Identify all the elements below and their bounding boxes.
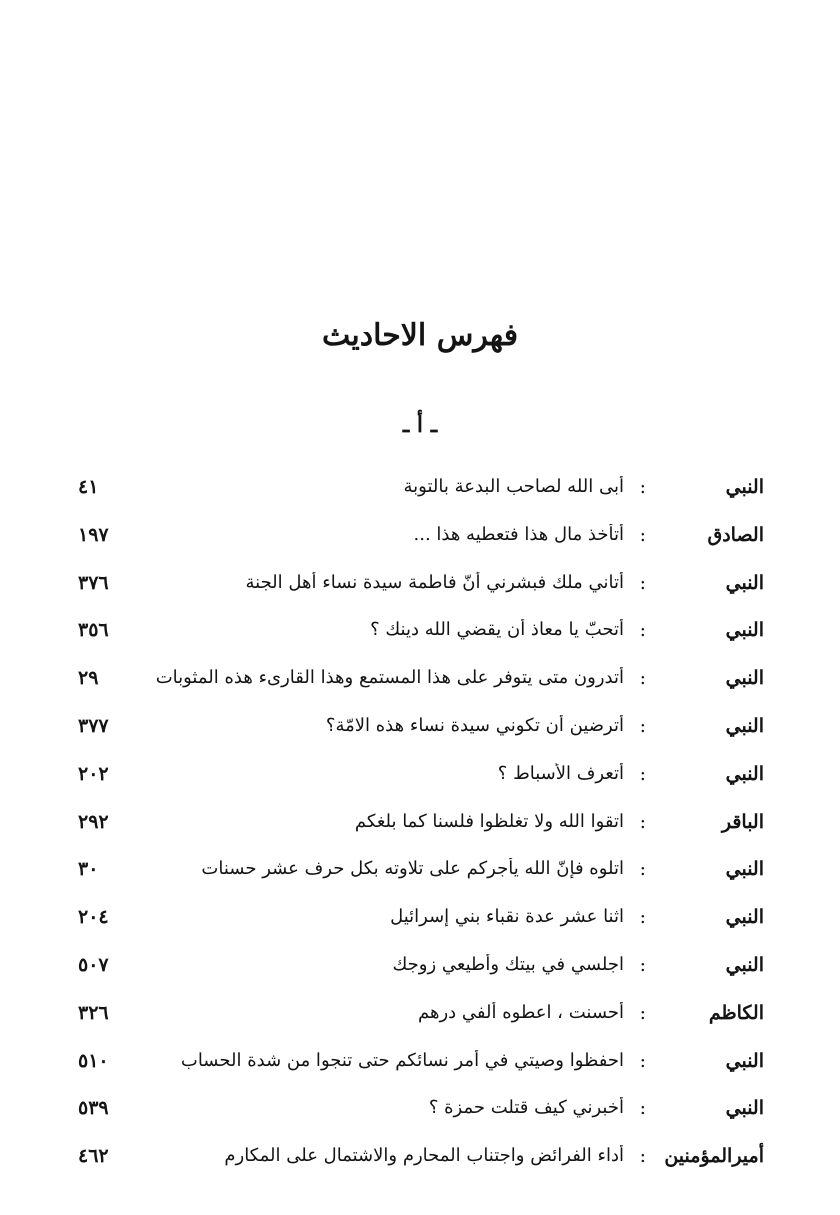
entry-narrator: النبي xyxy=(725,714,764,737)
entry-separator: : xyxy=(639,714,646,737)
entry-hadith-text: اثنا عشر عدة نقباء بني إسرائيل xyxy=(390,906,624,928)
index-entry xyxy=(78,852,764,900)
index-entry xyxy=(78,566,764,614)
index-entry xyxy=(78,613,764,661)
entry-page-number: ٣٧٧ xyxy=(78,714,109,737)
hadith-index-list xyxy=(78,470,764,1187)
entry-separator: : xyxy=(639,762,646,785)
entry-page-number: ٥١٠ xyxy=(78,1049,109,1072)
index-entry xyxy=(78,1139,764,1187)
entry-hadith-text: احفظوا وصيتي في أمر نسائكم حتى تنجوا من شدة الحساب xyxy=(180,1049,624,1071)
entry-narrator: الصادق xyxy=(707,523,764,546)
index-entry xyxy=(78,661,764,709)
entry-narrator: النبي xyxy=(725,571,764,594)
index-entry xyxy=(78,996,764,1044)
entry-page-number: ٣٢٦ xyxy=(78,1001,109,1024)
entry-hadith-text: أترضين أن تكوني سيدة نساء هذه الامّة؟ xyxy=(325,714,624,736)
index-entry xyxy=(78,1044,764,1092)
entry-narrator: الباقر xyxy=(721,810,764,833)
entry-narrator: النبي xyxy=(725,667,764,690)
page-title: فهرس الاحاديث xyxy=(321,318,519,353)
entry-narrator: النبي xyxy=(725,906,764,929)
entry-narrator: النبي xyxy=(725,619,764,642)
entry-separator: : xyxy=(639,619,646,642)
entry-page-number: ٥٠٧ xyxy=(78,953,109,976)
index-entry xyxy=(78,900,764,948)
entry-separator: : xyxy=(639,1001,646,1024)
entry-narrator: النبي xyxy=(725,762,764,785)
entry-separator: : xyxy=(639,523,646,546)
entry-page-number: ٢٩٢ xyxy=(78,810,109,833)
entry-narrator: النبي xyxy=(725,1097,764,1120)
entry-narrator: النبي xyxy=(725,1049,764,1072)
entry-page-number: ٢٩ xyxy=(78,667,99,690)
entry-hadith-text: أتعرف الأسباط ؟ xyxy=(497,762,624,784)
entry-separator: : xyxy=(639,953,646,976)
entry-narrator: النبي xyxy=(725,476,764,498)
entry-hadith-text: أتدرون متى يتوفر على هذا المستمع وهذا القارىء هذه المثوبات xyxy=(155,667,624,689)
entry-hadith-text: أتاني ملك فبشرني أنّ فاطمة سيدة نساء أهل الجنة xyxy=(245,571,624,593)
entry-hadith-text: أبى الله لصاحب البدعة بالتوبة xyxy=(403,476,624,497)
entry-separator: : xyxy=(639,858,646,881)
entry-page-number: ٢٠٢ xyxy=(78,762,109,785)
entry-page-number: ٢٠٤ xyxy=(78,906,109,929)
entry-separator: : xyxy=(639,810,646,833)
entry-separator: : xyxy=(639,571,646,594)
entry-separator: : xyxy=(639,906,646,929)
entry-page-number: ٣٧٦ xyxy=(78,571,109,594)
entry-separator: : xyxy=(639,476,646,498)
entry-page-number: ١٩٧ xyxy=(78,523,109,546)
entry-separator: : xyxy=(639,667,646,690)
entry-separator: : xyxy=(639,1049,646,1072)
entry-narrator: النبي xyxy=(725,953,764,976)
entry-hadith-text: أداء الفرائض واجتناب المحارم والاشتمال على المكارم xyxy=(224,1145,624,1167)
index-entry xyxy=(78,470,764,518)
entry-hadith-text: أتحبّ يا معاذ أن يقضي الله دينك ؟ xyxy=(370,619,624,641)
entry-narrator: أميرالمؤمنين xyxy=(664,1145,764,1168)
entry-hadith-text: اتقوا الله ولا تغلظوا فلسنا كما بلغكم xyxy=(354,810,624,832)
index-entry xyxy=(78,709,764,757)
entry-hadith-text: اجلسي في بيتك وأطيعي زوجك xyxy=(392,953,624,975)
index-entry xyxy=(78,805,764,853)
entry-hadith-text: أحسنت ، اعطوه ألفي درهم xyxy=(418,1001,624,1023)
section-heading: ـ أ ـ xyxy=(402,412,438,438)
entry-page-number: ٤٦٢ xyxy=(78,1145,109,1168)
entry-hadith-text: اتلوه فإنّ الله يأجركم على تلاوته بكل حرف عشر حسنات xyxy=(201,858,624,880)
index-entry xyxy=(78,1091,764,1139)
entry-hadith-text: أتأخذ مال هذا فتعطيه هذا ... xyxy=(413,523,624,545)
entry-page-number: ٣٥٦ xyxy=(78,619,109,642)
entry-page-number: ٤١ xyxy=(78,476,99,498)
entry-separator: : xyxy=(639,1097,646,1120)
index-entry xyxy=(78,757,764,805)
index-entry xyxy=(78,518,764,566)
entry-page-number: ٥٣٩ xyxy=(78,1097,109,1120)
entry-separator: : xyxy=(639,1145,646,1168)
entry-narrator: النبي xyxy=(725,858,764,881)
entry-page-number: ٣٠ xyxy=(78,858,99,881)
entry-hadith-text: أخبرني كيف قتلت حمزة ؟ xyxy=(428,1097,624,1119)
entry-narrator: الكاظم xyxy=(708,1001,764,1024)
index-entry xyxy=(78,948,764,996)
